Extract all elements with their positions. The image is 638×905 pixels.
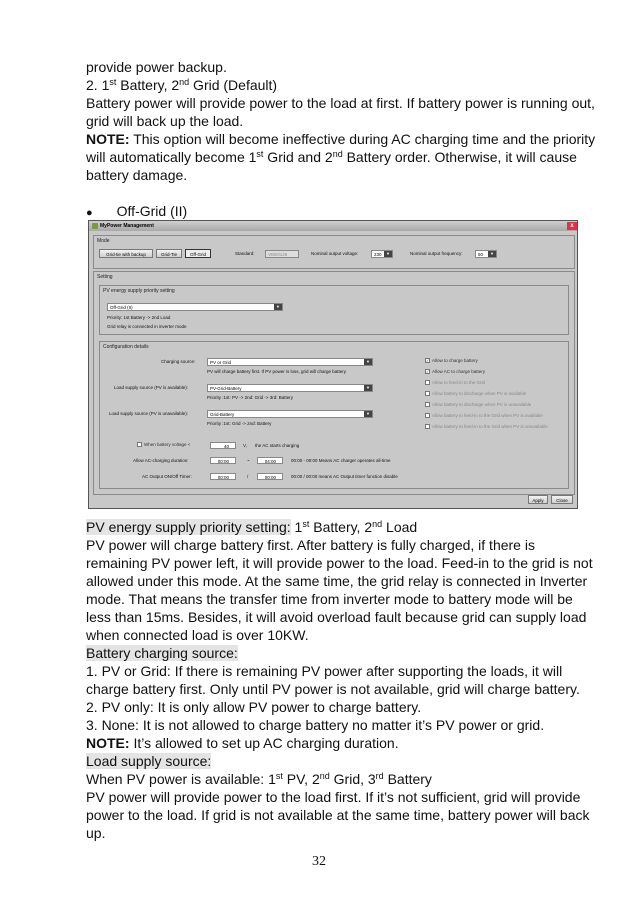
grid-relay-line: Grid relay is connected in inverter mode [107, 324, 187, 329]
load-available-note: Priority :1st: PV -> 2nd: Grid -> 3rd: Battery [207, 395, 294, 400]
bullet-heading: ● Off-Grid (II) [86, 203, 188, 219]
load-available-select[interactable]: PV-Grid-Battery ▼ [207, 384, 373, 392]
ac-output-label: AC Output ON/Off Timer: [142, 474, 192, 479]
text-line: less than 15ms. Besides, it will avoid overload fault because grid can supply load [86, 609, 587, 625]
text-line: will automatically become 1st Grid and 2nd Battery order. Otherwise, it will cause [86, 149, 577, 165]
nominal-voltage-select[interactable]: 230 ▼ [371, 250, 393, 258]
checkbox-icon [425, 391, 430, 396]
checkbox-discharge-pv-unavailable[interactable]: Allow battery to discharge when PV is unavailable [425, 402, 531, 407]
window-titlebar [89, 221, 577, 231]
charging-source-heading: Battery charging source: [86, 645, 238, 661]
checkbox-icon [425, 380, 430, 385]
text-line: charge battery first. Only until PV power is not available, grid will charge battery. [86, 681, 580, 697]
checkbox-allow-charge-battery[interactable]: ✓ Allow to charge battery [426, 358, 478, 363]
chevron-down-icon: ▼ [364, 359, 372, 365]
checkbox-icon: ✓ [426, 369, 430, 374]
text-line: mode. That means the transfer time from inverter mode to battery mode will be [86, 591, 573, 607]
standard-select[interactable]: VDE0126 [265, 250, 299, 258]
text-line: PV power will charge battery first. After battery is fully charged, if there is [86, 537, 535, 553]
pv-setting-line: PV energy supply priority setting: 1st Battery, 2nd Load [86, 519, 418, 535]
checkbox-discharge-pv-available[interactable]: Allow battery to discharge when PV is available [425, 391, 526, 396]
charging-source-select[interactable]: PV or Grid ▼ [207, 358, 373, 366]
text-line: 1. PV or Grid: If there is remaining PV power after supporting the loads, it will [86, 663, 563, 679]
text-line: PV power will provide power to the load first. If it’s not sufficient, grid will provide [86, 789, 581, 805]
nominal-frequency-select[interactable]: 50 ▼ [475, 250, 497, 258]
window-title: MyPower Management [100, 223, 154, 229]
battery-voltage-after: the AC starts charging [255, 443, 300, 448]
battery-voltage-input[interactable]: 40 [210, 442, 236, 449]
window-close-icon[interactable]: x [567, 222, 577, 230]
text-line: power to the load. If grid is not available at the same time, battery power will back [86, 807, 590, 823]
standard-label: Standard: [235, 251, 255, 256]
text-line: 2. PV only: It is only allow PV power to charge battery. [86, 699, 422, 715]
ac-duration-to-input[interactable]: 04:00 [257, 457, 283, 464]
chevron-down-icon: ▼ [488, 251, 496, 257]
load-unavailable-select[interactable]: Grid-Battery ▼ [207, 410, 373, 418]
nominal-voltage-label: Nominal output voltage: [311, 251, 359, 256]
nominal-frequency-label: Nominal output frequency: [410, 251, 463, 256]
priority-line: Priority: 1st Battery -> 2nd Load [107, 315, 171, 320]
chevron-down-icon: ▼ [384, 251, 392, 257]
charging-source-label: Charging source: [161, 359, 196, 364]
pv-priority-select[interactable]: Off-Grid (II) ▼ [107, 303, 283, 311]
chevron-down-icon: ▼ [364, 411, 372, 417]
text-line: battery damage. [86, 167, 188, 183]
checkbox-icon [425, 402, 430, 407]
ac-duration-note: 00:00 - 00:00 Means AC charger operates all-time [291, 458, 391, 463]
note-line: NOTE: It’s allowed to set up AC charging duration. [86, 735, 399, 751]
load-unavailable-label: Load supply source (PV is unavailable): [109, 411, 189, 416]
checkbox-feedin-pv-unavailable[interactable]: Allow battery to feed-in to the Grid when PV is unavailable [425, 424, 548, 429]
mypower-window [88, 220, 578, 509]
checkbox-feedin-pv-available[interactable]: Allow battery to feed-in to the Grid when PV is available [425, 413, 543, 418]
text-line: When PV power is available: 1st PV, 2nd Grid, 3rd Battery [86, 771, 432, 787]
battery-voltage-row[interactable]: When battery voltage < [137, 442, 190, 447]
app-logo-icon [92, 223, 98, 229]
mode-label: Mode [97, 238, 110, 244]
config-group-label: Configuration details [103, 344, 149, 350]
mode-button-grid-tie[interactable]: Grid-Tie [156, 249, 182, 258]
checkbox-icon [425, 424, 430, 429]
ac-duration-from-input[interactable]: 00:00 [210, 457, 236, 464]
ac-output-sep: / [247, 474, 249, 479]
chevron-down-icon: ▼ [274, 304, 282, 310]
mode-button-grid-tie-backup[interactable]: Grid-tie with backup [99, 249, 153, 258]
text-line: Battery power will provide power to the load at first. If battery power is running out, [86, 95, 595, 111]
ac-output-to-input[interactable]: 00:00 [257, 473, 283, 480]
checkbox-icon [425, 413, 430, 418]
text-line: when connected load is over 10KW. [86, 627, 309, 643]
text-line: up. [86, 825, 106, 841]
mode-button-off-grid[interactable]: Off-Grid [185, 249, 211, 258]
checkbox-allow-ac-charge[interactable]: ✓ Allow AC to charge battery [426, 369, 486, 374]
charging-source-note: PV will charge battery first. If PV power is loss, grid will charge battery [207, 369, 347, 374]
load-available-label: Load supply source (PV is available): [114, 385, 189, 390]
load-supply-heading: Load supply source: [86, 753, 212, 769]
pv-priority-group-label: PV energy supply priority setting [103, 288, 175, 294]
ac-duration-label: Allow AC-charging duration: [133, 458, 189, 463]
ac-duration-dash: ~ [247, 458, 250, 463]
numbered-heading: 2. 1st Battery, 2nd Grid (Default) [86, 77, 278, 93]
checkbox-icon [137, 442, 142, 447]
checkbox-icon: ✓ [426, 358, 430, 363]
note-line: NOTE: This option will become ineffective during AC charging time and the priority [86, 131, 596, 147]
page-number: 32 [312, 854, 326, 869]
text-line: grid will back up the load. [86, 113, 244, 129]
ac-output-from-input[interactable]: 00:00 [210, 473, 236, 480]
text-line: remaining PV power left, it will provide power to the load. Feed-in to the grid is not [86, 555, 593, 571]
close-button[interactable]: Close [551, 495, 573, 504]
apply-button[interactable]: Apply [528, 495, 548, 504]
load-unavailable-note: Priority :1st: Grid -> 2nd: Battery [207, 421, 272, 426]
battery-voltage-unit: V, [243, 443, 247, 448]
ac-output-note: 00:00 / 00:00 means AC Output timer function disable [291, 474, 398, 479]
setting-label: Setting [97, 274, 113, 280]
text-line: allowed under this mode. At the same time, the grid relay is connected in Inverter [86, 573, 588, 589]
bullet-icon: ● [86, 207, 93, 219]
text-line: provide power backup. [86, 59, 227, 75]
checkbox-allow-feed-in[interactable]: Allow to feed-in to the Grid [425, 380, 485, 385]
text-line: 3. None: It is not allowed to charge battery no matter it’s PV power or grid. [86, 717, 545, 733]
chevron-down-icon: ▼ [364, 385, 372, 391]
